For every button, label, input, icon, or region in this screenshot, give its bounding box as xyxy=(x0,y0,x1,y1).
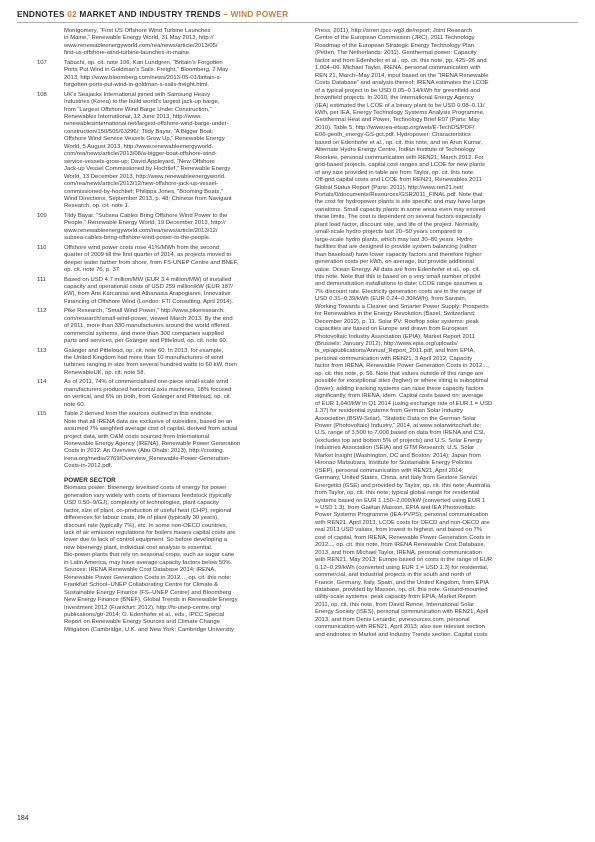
text-line: cost of capital, from IRENA, Renewable Power Generation Costs in xyxy=(315,534,491,541)
text-line: Sustainable Energy Finance (FS–UNEP Centre) and Bloomberg xyxy=(64,589,232,596)
text-line: generation vary widely with costs of biomass feedstock (typically xyxy=(64,492,232,499)
endnote-line: Research, op. cit. note 1. xyxy=(64,203,130,210)
text-line: Photovoltaic Industry Association (EPIA), Market Report 2011 xyxy=(315,333,475,340)
endnote-number: 109 xyxy=(37,212,47,219)
text-line: of a typical project to be USD 0.05–0.14/kWh for greenfield and xyxy=(315,87,481,94)
endnote-line: www.renewableenergyworld.com/rea/news/article/2013/12/ xyxy=(64,227,218,234)
text-line: 1,004–06. Michael Taylor, IRENA, personal communication with xyxy=(315,65,481,72)
text-line: capacities are based on Europe and drawn from European xyxy=(315,326,468,333)
endnote-line: of 2011, more than 330 manufacturers around the world offered xyxy=(64,323,230,330)
endnote-line: As of 2011, 74% of commercialised one-piece small-scale wind xyxy=(64,379,229,386)
endnote-entry xyxy=(37,411,308,471)
endnote-line: People,” Renewable Energy World, 19 December 2013, http:// xyxy=(64,220,226,227)
endnote-number: 108 xyxy=(37,91,47,98)
text-line: utility-scale systems: peak capacity from EPIA, Market Report xyxy=(315,594,476,601)
endnote-line: Renewable Energy Agency (IRENA), Renewable Power Generation xyxy=(64,441,241,448)
endnote-entry xyxy=(37,348,308,378)
text-line: Investment 2012 (Frankfurt: 2012), http://fs-unep-centre.org/ xyxy=(64,604,221,611)
text-line: and endnotes in Market and Industry Trends section. Capital costs xyxy=(315,631,488,638)
endnote-line: forgotten-ports-put-wind-in-goldman-s-sails-freight.html. xyxy=(64,82,210,89)
endnote-line: parts and services, per Gsänger and Pitteloud, op. cit. note 60. xyxy=(64,338,228,345)
header-separator: – xyxy=(223,9,229,19)
text-line: Costs Database” and analysis thereof; IRENA estimates the LCOE xyxy=(315,80,489,87)
endnote-line: commissioned-by-hochtief; Philippa Jones, “Booming Boats,” xyxy=(64,188,223,195)
text-line: Roorkee, personal communication with REN21, March 2012. For xyxy=(315,154,484,161)
text-line: 0.12–0.29/kWh (converted using EUR 1 = USD 1.3) for residential, xyxy=(315,564,489,571)
text-line: variations. Small capacity plants in some areas even may exceed xyxy=(315,206,486,213)
endnote-line: Offshore Wind Service Vessels Grow Up,” Renewable Energy xyxy=(64,136,225,143)
endnote-line: www.renewableenergyworld.com/rea/news/article/2013/05/ xyxy=(64,42,218,49)
endnote-line: from “Largest Offshore Wind Barge Under Construction,” xyxy=(64,106,212,113)
text-line: 2013, and from Michael Taylor, IRENA, personal communication xyxy=(315,549,482,556)
endnote-line: 2013, http://www.bloomberg.com/news/2013-05-01/britain-s- xyxy=(64,74,222,81)
endnote-line: Costs in 2012: An Overview (Abu Dhabi: 2013), http://costing. xyxy=(64,448,225,455)
text-line: systems based on EUR 1,150–2,000/kW (converted using EUR 1 xyxy=(315,497,486,504)
text-line: Energetici (GSE) and provided by Taylor, op. cit. this note; Australia xyxy=(315,482,491,489)
text-line: brownfield projects. In 2010, the International Energy Agency xyxy=(315,95,474,102)
text-line: REN 21, March–May 2014, input based on the “IRENA Renewable xyxy=(315,72,489,79)
text-line: grid-based projects, capital cost ranges and LCOE for new plants xyxy=(315,162,485,169)
text-line: France, Germany, Italy, Spain, and the United Kingdom, from EPIA xyxy=(315,579,489,586)
text-line: factor from IRENA, Renewable Power Generation Costs in 2012..., xyxy=(315,363,489,370)
endnote-line: commercial systems, and more than 300 companies supplied xyxy=(64,330,224,337)
text-line: Off-grid capital costs and LCOE from REN21, Renewables 2011 xyxy=(315,177,482,184)
endnote-entry xyxy=(37,277,308,307)
endnote-line: kW), from Aris Karcanias and Athanasia Arapogianni, Innovative xyxy=(64,291,231,298)
text-line: (excludes top and bottom 5% of projects) and U.S. Solar Energy xyxy=(315,437,483,444)
text-line: Centre of the European Commission (JRC), 2011 Technology xyxy=(315,35,475,42)
header-rule xyxy=(17,22,578,23)
endnote-line: RenewableUK, op. cit. note 58. xyxy=(64,369,146,376)
left-column xyxy=(37,28,308,634)
text-line: U.S. range of 3,500 to 7,000 based on data from IRENA and CSI, xyxy=(315,430,486,437)
text-line: significantly, from IRENA, idem. Capital costs based on: average xyxy=(315,393,484,400)
text-line: (Petten, The Netherlands: 2011). Geothermal power: Capacity xyxy=(315,50,477,57)
text-line: commercial, and industrial projects in the south and north of xyxy=(315,572,471,579)
endnote-line: deeper water farther from shore, from FS-UNEP Centre and BNEF, xyxy=(64,259,239,266)
endnote-line: turbines ranging in size from several hundred watts to 60 kW, from xyxy=(64,362,237,369)
endnote-line: Offshore wind power costs rose 41%/MWh from the second xyxy=(64,244,220,251)
text-line: publications/gtr-2014; O. Edenhofer et al., eds., IPCC Special xyxy=(64,611,225,618)
text-line: USD 0.50–9/GJ), complexity of technologies, plant capacity xyxy=(64,500,219,507)
endnote-line: subsea-cables-bring-offshore-wind-power-to-the-people. xyxy=(64,235,211,242)
endnote-line: Financing of Offshore Wind (London: FTI Consulting, April 2014). xyxy=(64,298,234,305)
text-line: Sources: IRENA Renewable Cost Database 2014; IRENA, xyxy=(64,567,216,574)
text-line: discount rate (typically 7%), etc. In some non-OECD countries, xyxy=(64,522,228,529)
header-section: WIND POWER xyxy=(230,9,289,19)
text-line: Press, 2011), http://srren.ipcc-wg3.de/report; Joint Research xyxy=(315,28,473,34)
text-line: Portals/0/documents/Resources/GSR2011_FINAL.pdf. Note that xyxy=(315,191,483,198)
endnote-line: Table 2 derived from the sources outlined in this endnote. xyxy=(64,411,214,418)
endnote-line: irena.org/media/2769/Overview_Renewable-Power-Generation- xyxy=(64,455,231,462)
text-line: kWh, per IEA, Energy Technology Systems Analysis Programme, xyxy=(315,109,485,116)
text-line: (IEA) estimated the LCOE of a binary plant to be USD 0.08–0.11/ xyxy=(315,102,485,109)
text-line: differences for labour costs, life of plant (typically 30 years), xyxy=(64,515,219,522)
endnote-line: Ports Put Wind in Goldman’s Sails: Freight,” Bloomberg, 2 May xyxy=(64,67,229,74)
text-line: large-scale hydro plants, which may last 30–80 years. Hydro xyxy=(315,236,473,243)
endnote-line: Montgomery, “First US Offshore Wind Turbine Launches xyxy=(64,28,211,34)
endnote-line: Tabuchi, op. cit. note 106; Kari Lundgren, “Britain’s Forgotten xyxy=(64,59,223,66)
text-line: December 2012), p. 11. Solar PV: Rooftop solar systems: peak xyxy=(315,318,479,325)
text-line: than baseload) have lower capacity factors and therefore higher xyxy=(315,251,482,258)
text-line: factor and from Edenhofer et al., op. cit. this note, pp. 425–26 and xyxy=(315,57,487,64)
header-endnotes: ENDNOTES xyxy=(17,9,65,19)
endnote-number: 113 xyxy=(37,347,47,354)
endnote-number: 107 xyxy=(37,59,47,66)
endnote-number: 111 xyxy=(37,276,46,283)
power-sector-text xyxy=(37,485,308,634)
endnote-line: Tildy Bayar, “Subsea Cables Bring Offshore Wind Power to the xyxy=(64,212,228,219)
text-line: personal communication with REN21, 3 April 2012. Capacity xyxy=(315,355,473,362)
endnote-line: World, 5 August 2013, http://www.renewableenergyworld. xyxy=(64,143,214,150)
text-line: tx_epiapublications/Annual_Report_2011.pdf, and from EPIA, xyxy=(315,348,476,355)
text-line: 2012..., op. cit. this note, from IRENA Renewable Cost Database, xyxy=(315,542,486,549)
endnote-line: project data, with O&M costs sourced from International xyxy=(64,433,210,440)
text-line: this note. Note that this is based on a very small number of pilot xyxy=(315,273,481,280)
text-line: and demonstration installations to date; LCOE range assumes a xyxy=(315,281,482,288)
text-line: for Renewables in the Energy Revolution (Basel, Switzerland: xyxy=(315,311,476,318)
text-line: small-scale hydro projects last 20–50 years compared to xyxy=(315,229,463,236)
text-line: USD 0.31–0.39/kWh (EUR 0.24–0.30/kWh), from Sarasin, xyxy=(315,296,467,303)
endnote-entry xyxy=(37,379,308,409)
endnote-line: com/research/small-wind-power, viewed March 2013. By the end xyxy=(64,315,233,322)
endnote-line: Gsänger and Pitteloud, op. cit. note 60. In 2013, for example, xyxy=(64,347,224,354)
right-column xyxy=(315,28,578,639)
endnote-line: Jack-up Vessel Commissioned by Hochtief,” Renewable Energy xyxy=(64,166,231,173)
text-line: Renewable Power Generation Costs in 2012..., op. cit. this note; xyxy=(64,574,232,581)
text-line: facilities that are designed to provide system balancing (rather xyxy=(315,244,477,251)
endnote-line: capacity and operational costs of USD 259 million/kW (EUR 187/ xyxy=(64,283,233,290)
text-line: op. cit. this note, p. 56. Note that values outside of this range are xyxy=(315,370,484,377)
text-line: 7% discount rate. Electricity generation costs are in the range of xyxy=(315,288,482,295)
endnote-line: first-us-offshore-wind-turbine-launches-in-maine. xyxy=(64,50,191,57)
text-line: (Brussels: January 2012), http://www.epia.org/uploads/ xyxy=(315,341,458,348)
text-line: Energy Society (ISES), personal communication with REN21, April xyxy=(315,609,489,616)
text-line: Hironao Matsubara, Institute for Sustainable Energy Policies xyxy=(315,460,473,467)
text-line: Biomass power: Bioenergy levelised costs of energy for power xyxy=(64,485,227,492)
text-line: = USD 1.3), from Gaëtan Masson, EPIA and IEA Photovoltaic xyxy=(315,505,475,511)
text-line: Power (Photovoltaic) Industry,” 2014, at www.solarwirtschaft.de; xyxy=(315,423,482,430)
text-line: Industries Association (SEIA) and GTM Research, U.S. Solar xyxy=(315,445,475,452)
endnote-line: World, 13 December 2013, http://www.renewableenergyworld. xyxy=(64,173,226,180)
endnote-line: renewablesinternational.net/largest-offshore-wind-barge-under- xyxy=(64,121,229,128)
endnote-line: assumed 7% weighted average cost of capital, derived from actual xyxy=(64,426,238,433)
endnote-entry xyxy=(37,60,308,90)
text-line: the cost for hydropower plants is site specific and may have large xyxy=(315,199,486,206)
text-line: Power Systems Programme (IEA-PVPS), personal communication xyxy=(315,512,489,519)
endnote-line: op. cit. note 76, p. 37. xyxy=(64,267,121,274)
endnote-entry xyxy=(37,308,308,345)
endnote-line: manufacturers produced horizontal axis machines, 18% focused xyxy=(64,386,232,393)
text-line: Roadmap of the European Strategic Energy Technology Plan xyxy=(315,42,475,49)
text-line: plant load factor, discount rate, and life of the project. Normally, xyxy=(315,221,480,228)
text-line: of any size provided in table are from Taylor, op. cit. this note. xyxy=(315,169,475,176)
text-line: lack of air emission regulations for boilers means capital costs are xyxy=(64,530,236,536)
text-line: Bio-power plants that rely on seasonal crops, such as sugar cane xyxy=(64,552,235,559)
text-line: in Latin America, may have average capacity factors below 50%. xyxy=(64,559,233,566)
text-line: Frankfurt School–UNEP Collaborating Centre for Climate & xyxy=(64,582,219,589)
text-line: new bioenergy plant, individual cost analysis is essential. xyxy=(64,544,213,551)
endnote-line: UK’s Seajacks International joined with Samsung Heavy xyxy=(64,91,211,98)
text-line: 2013, and from Denis Lenardic, pvresources.com, personal xyxy=(315,616,470,623)
endnote-line: service-vessels-grow-up; David Appleyard, “New Offshore xyxy=(64,158,215,165)
endnote-number: 112 xyxy=(37,308,47,315)
endnote-line: Wind Directions, September 2013, p. 48; Chinese from Navigant xyxy=(64,195,232,202)
endnote-line: Note that all IRENA data are exclusive of subsidies, based on an xyxy=(64,418,233,425)
endnote-line: construction/150/505/63296/; Tildy Bayar, “A Bigger Boat: xyxy=(64,128,214,135)
text-line: Association (BSW-Solar), “Statistic Data on the German Solar xyxy=(315,415,476,422)
text-line: New Energy Finance (BNEF), Global Trends in Renewable Energy xyxy=(64,597,238,604)
endnote-line: com/rea/news/article/2013/12/new-offshore-jack-up-vessel- xyxy=(64,181,219,188)
section-title: POWER SECTOR xyxy=(64,476,116,484)
text-line: database, provided by Masson, op. cit. this note. Ground-mounted xyxy=(315,586,488,593)
text-line: Alternate Hydro Energy Centre, Indian Institute of Technology xyxy=(315,147,476,154)
endnote-number: 114 xyxy=(37,379,47,386)
text-line: Market Insight (Washington, DC and Boston: 2014); Japan from xyxy=(315,452,481,459)
endnote-line: Pike Research, “Small Wind Power,” http://www.pikeresearch. xyxy=(64,308,225,315)
endnote-line: note 60. xyxy=(64,401,86,408)
page-number: 184 xyxy=(17,815,29,822)
endnote-line: quarter of 2009 till the first quarter of 2014, as projects moved to xyxy=(64,252,232,259)
endnote-line: in Maine,” Renewable Energy World, 31 May 2013, http:// xyxy=(64,35,214,42)
endnote-entry xyxy=(37,92,308,211)
endnote-entry xyxy=(37,213,308,243)
endnote-line: Renewables International, 12 June 2013, http://www. xyxy=(64,113,202,120)
endnote-entry xyxy=(37,245,308,275)
text-line: possible for exceptional sites (higher) or where siting is suboptimal xyxy=(315,378,489,385)
text-line: from Taylor, op. cit. this note; typical global range for residential xyxy=(315,490,480,497)
text-line: 2010), Table 5, http://www.iea-etsap.org/web/E-TechDS/PDF/ xyxy=(315,124,475,131)
text-line: with REN21, April 2013. LCOE costs for OECD and non-OECD are xyxy=(315,519,490,526)
header-chapter-number: 02 xyxy=(67,9,77,19)
text-line: real 2013 USD values, from lowest to highest, and based on 7% xyxy=(315,527,482,534)
text-line: Geothermal Heat and Power, Technology Brief E07 (Paris: May xyxy=(315,117,480,124)
endnote-line: the United Kingdom had more than 10 manufacturers of wind xyxy=(64,355,224,362)
text-line: (lower); adding tracking systems can raise these capacity factors xyxy=(315,385,484,392)
endnote-entry xyxy=(37,28,308,58)
text-line: Germany, United States, China, and Italy from Gestore Servizi xyxy=(315,475,477,482)
text-line: factor, size of plant, co-production of useful heat (CHP), regional xyxy=(64,507,232,514)
endnote-line: on vertical, and 6% on both, from Gsänger and Pitteloud, op. cit. xyxy=(64,394,232,401)
endnote-line: com/rea/news/article/2013/08/a-bigger-boat-offshore-wind- xyxy=(64,151,217,158)
endnote-line: Based on USD 4.7 million/MW (EUR 3.4 million/MW) of installed xyxy=(64,276,232,283)
text-line: E06-geoth_energy-GS-gct.pdf. Hydropower: Characteristics xyxy=(315,132,471,139)
text-line: generation costs per kWh, on average, but provide additional xyxy=(315,259,474,266)
text-line: 1.37) for residential systems from German Solar Industry xyxy=(315,408,463,415)
text-line: lower due to lack of control equipment. So before developing a xyxy=(64,537,228,544)
text-line: communication with REN21, April 2013; also see relevant section xyxy=(315,624,485,631)
text-line: of EUR 1,640/kW in Q1 2014 (using exchange rate of EUR 1 = USD xyxy=(315,400,493,407)
endnote-line: Industries (Korea) to the build world’s largest jack-up barge, xyxy=(64,99,220,106)
text-line: based on Edenhofer et al., op. cit. this note, and on Arun Kumar, xyxy=(315,139,483,146)
text-line: value. Ocean Energy: All data are from Edenhofer et al., op. cit. xyxy=(315,266,481,273)
header-chapter-title: MARKET AND INDUSTRY TRENDS xyxy=(79,9,221,19)
text-line: Global Status Report (Paris: 2011), http://www.ren21.net/ xyxy=(315,184,464,191)
endnote-number: 115 xyxy=(37,411,47,418)
endnote-line: Costs-in-2012.pdf. xyxy=(64,463,113,470)
endnote-number: 110 xyxy=(37,244,47,251)
text-line: (ISEP), personal communication with REN21, April 2014; xyxy=(315,467,464,474)
text-line: 2011, op. cit. this note, from David Renne, International Solar xyxy=(315,601,475,608)
text-line: Report on Renewable Energy Sources and Climate Change xyxy=(64,619,220,626)
text-line: Working Towards a Cleaner and Smarter Power Supply: Prospects xyxy=(315,303,489,310)
text-line: with REN21, May 2013; Europe based on costs in the range of EUR xyxy=(315,557,493,564)
text-line: Mitigation (Cambridge, U.K. and New York: Cambridge University xyxy=(64,626,234,633)
running-header xyxy=(17,9,288,19)
text-line: these limits. The cost is dependent on several factors especially xyxy=(315,214,482,221)
